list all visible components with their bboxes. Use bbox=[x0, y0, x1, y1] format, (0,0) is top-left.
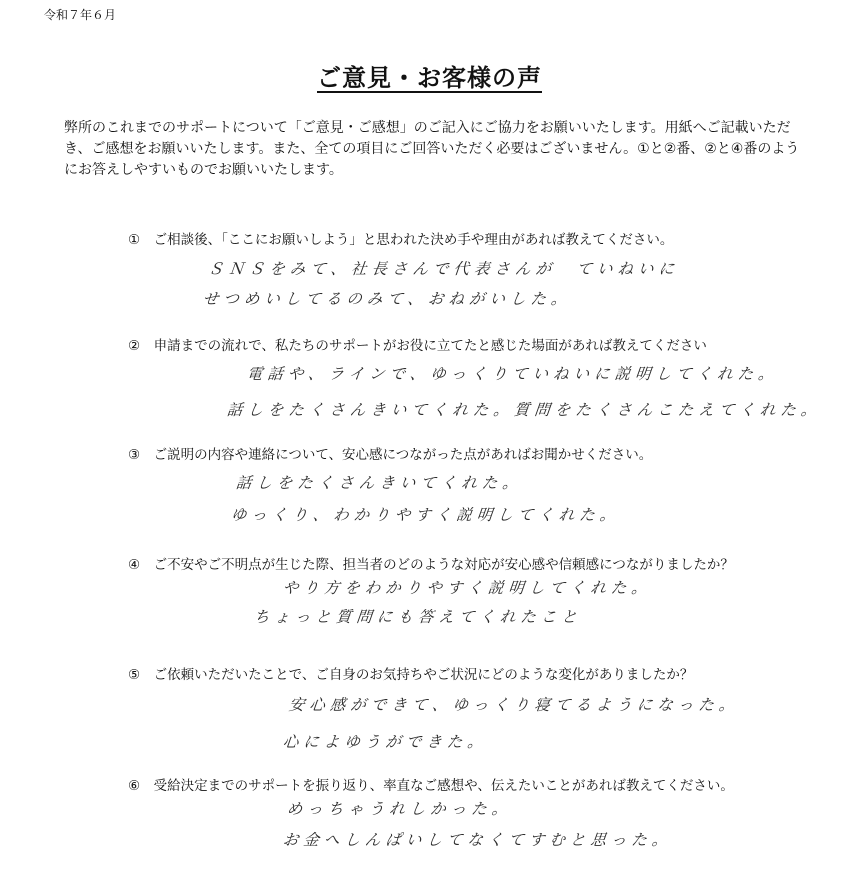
question-5: ⑤ ご依頼いただいたことで、ご自身のお気持ちやご状況にどのような変化がありましたか？ bbox=[128, 667, 694, 683]
question-6: ⑥ 受給決定までのサポートを振り返り、率直なご感想や、伝えたいことがあれば教えてください。 bbox=[128, 778, 734, 794]
answer-1-line-2: せつめいしてるのみて、おねがいした。 bbox=[201, 290, 573, 308]
answer-3-line-1: 話しをたくさんきいてくれた。 bbox=[234, 474, 524, 492]
document-date: 令和７年６月 bbox=[44, 8, 117, 22]
intro-paragraph: 弊所のこれまでのサポートについて「ご意見・ご感想」のご記入にご協力をお願いいたします。用紙へご記載いただき、ご感想をお願いいたします。また、全ての項目にご回答いただく必要はございません。①と②番、②と④番のようにお答えしやすいものでお願いいたします。 bbox=[64, 120, 800, 178]
question-1: ① ご相談後、「ここにお願いしよう」と思われた決め手や理由があれば教えてください。 bbox=[128, 232, 674, 248]
answer-6-line-1: めっちゃうれしかった。 bbox=[285, 800, 514, 818]
question-2: ② 申請までの流れで、私たちのサポートがお役に立てたと感じた場面があれば教えてください bbox=[128, 338, 707, 354]
answer-6-line-2: お金へしんぱいしてなくてすむと思った。 bbox=[281, 831, 674, 849]
answer-1-line-1: ＳＮＳをみて、社長さんで代表さんが ていねいに bbox=[206, 260, 681, 278]
answer-3-line-2: ゆっくり、わかりやすく説明してくれた。 bbox=[229, 506, 622, 524]
answer-2-line-2: 話しをたくさんきいてくれた。質問をたくさんこたえてくれた。 bbox=[225, 401, 823, 419]
page-title-text: ご意見・お客様の声 bbox=[317, 64, 542, 92]
question-3: ③ ご説明の内容や連絡について、安心感につながった点があればお聞かせください。 bbox=[128, 447, 653, 463]
page-title bbox=[0, 58, 859, 93]
answer-2-line-1: 電話や、ラインで、ゆっくりていねいに説明してくれた。 bbox=[245, 365, 780, 383]
answer-5-line-2: 心によゆうができた。 bbox=[281, 733, 489, 751]
question-4: ④ ご不安やご不明点が生じた際、担当者のどのような対応が安心感や信頼感につながりましたか？ bbox=[128, 557, 734, 573]
answer-5-line-1: 安心感ができて、ゆっくり寝てるようになった。 bbox=[287, 696, 741, 714]
answer-4-line-2: ちょっと質問にも答えてくれたこと bbox=[252, 608, 583, 626]
answer-4-line-1: やり方をわかりやすく説明してくれた。 bbox=[281, 579, 653, 597]
